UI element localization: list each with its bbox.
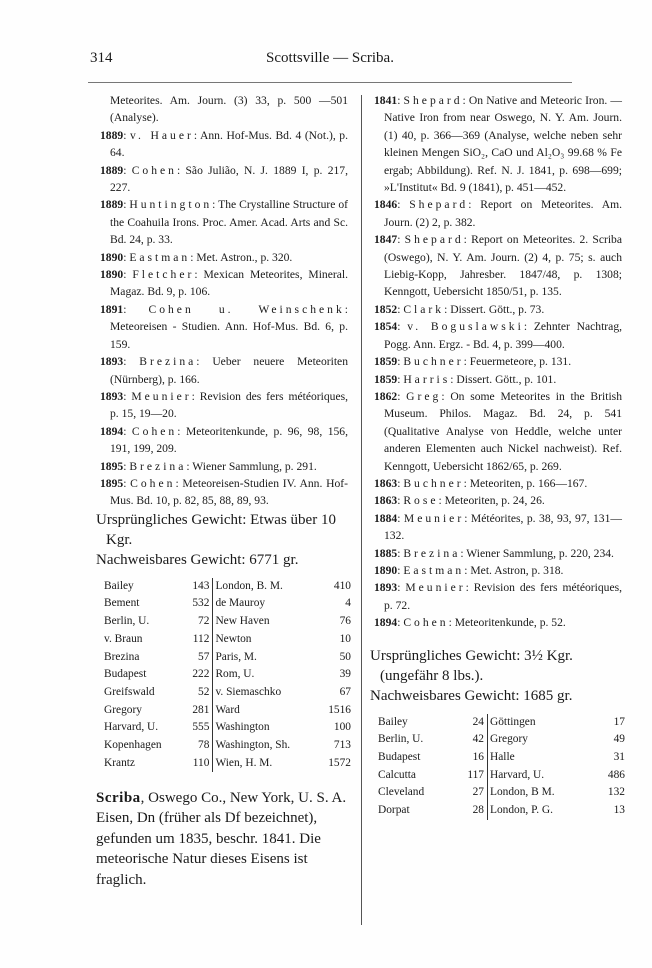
reference-author: Eastman <box>403 563 465 577</box>
left-column <box>96 92 351 890</box>
reference-text: On Native and Meteoric Iron. — Native Iron from near Oswego, N. Y. Am. Journ. (1) 40, p. 366—369 (Analyse, welche neben sehr kleinen Mengen SiO₂, CaO und Al₂O₃ 99.68 % Fe ergab; Abbildung). Ref. N. J. 1841, p. 698—699; »L'Institut« Bd. 9 (1841), p. 451—452. <box>384 94 623 195</box>
reference-author: v. Hauer <box>130 128 194 142</box>
reference-list <box>374 92 622 632</box>
reference-text: Ann. Hof-Mus. Bd. 4 (Not.), p. 64. <box>110 128 349 160</box>
reference-text: Report on Meteorites. Am. Journ. (2) 2, p. 382. <box>384 198 622 229</box>
reference-entry: 1885: Brezina: Wiener Sammlung, p. 220, 234. <box>374 546 614 560</box>
collection-name: Budapest <box>104 668 147 681</box>
locality-heading <box>96 788 348 808</box>
original-weight: Ursprüngliches Gewicht: Etwas über 10 Kgr. <box>96 511 336 548</box>
collection-weight: 100 <box>333 721 351 734</box>
table-row <box>102 631 354 649</box>
collection-weight: 713 <box>333 739 351 752</box>
collection-weight: 28 <box>453 802 487 820</box>
collection-weight: 110 <box>183 755 213 773</box>
reference-text: Met. Astron., p. 320. <box>196 250 293 264</box>
table-row <box>376 714 628 732</box>
collection-name: London, P. G. <box>490 804 553 817</box>
table-row <box>376 784 628 802</box>
reference-author: Brezina <box>403 546 461 560</box>
reference-text: On some Meteorites in the British Museum. Philos. Magaz. Bd. 24, p. 541 (Qualitative Analyse von Heddle, welche unter anderen Elementen auch Nickel nachweist). Ref. Kenngott, Uebersicht 1862/65, p. 269. <box>384 389 622 473</box>
page-header <box>90 50 570 70</box>
reference-year: 1895 <box>100 476 124 490</box>
description-text: Eisen, Dn (früher als Df bezeichnet), gefunden um 1835, beschr. 1841. Die meteorische Natur dieses Eisens ist fraglich. <box>96 810 321 888</box>
reference-text: São Julião, N. J. 1889 I, p. 217, 227. <box>110 163 348 195</box>
table-row <box>102 755 354 773</box>
right-column <box>370 92 625 820</box>
reference-entry: 1889: v. Hauer: Ann. Hof-Mus. Bd. 4 (Not.), p. 64. <box>100 128 349 160</box>
reference-text: Meteorites. Am. Journ. (3) 33, p. 500 —501 (Analyse). <box>110 94 348 125</box>
reference-year: 1885 <box>374 546 398 560</box>
verifiable-weight: Nachweisbares Gewicht: 6771 gr. <box>96 551 299 568</box>
reference-author: Cohen <box>131 163 177 177</box>
reference-year: 1893 <box>374 581 398 595</box>
collection-name: Ward <box>215 703 240 716</box>
collection-weight: 532 <box>183 595 213 613</box>
reference-year: 1893 <box>100 355 124 369</box>
table-row <box>376 749 628 767</box>
table-row <box>102 666 354 684</box>
collection-weight: 4 <box>345 597 351 610</box>
collection-weight: 16 <box>453 749 487 767</box>
collection-name: Bailey <box>104 579 134 592</box>
reference-author: v. Boguslawski <box>407 320 524 334</box>
reference-year: 1893 <box>100 389 124 403</box>
collection-name: Harvard, U. <box>490 768 545 781</box>
collection-weight: 410 <box>333 579 351 592</box>
reference-text: Wiener Sammlung, p. 220, 234. <box>466 546 614 560</box>
collection-weight: 486 <box>607 768 625 781</box>
table-row <box>376 731 628 749</box>
reference-text: Ueber neuere Meteoriten (Nürnberg), p. 166. <box>110 355 348 386</box>
collection-name: Berlin, U. <box>104 615 150 628</box>
reference-author: Buchner <box>403 476 464 490</box>
reference-text: Meteoritenkunde, p. 52. <box>454 616 566 630</box>
reference-year: 1863 <box>374 494 398 508</box>
reference-entry: 1895: Brezina: Wiener Sammlung, p. 291. <box>100 459 317 473</box>
reference-author: Huntington <box>129 198 213 212</box>
reference-entry: 1890: Eastman: Met. Astron, p. 318. <box>374 563 564 577</box>
reference-entry: 1893: Meunier: Revision des fers météoriques, p. 72. <box>374 581 623 612</box>
collection-name: Calcutta <box>378 768 416 781</box>
collection-name: Gregory <box>104 703 142 716</box>
page-number: 314 <box>90 50 113 66</box>
reference-author: Buchner <box>403 355 464 369</box>
reference-entry: 1889: Cohen: São Julião, N. J. 1889 I, p. 217, 227. <box>100 163 348 195</box>
reference-author: Brezina <box>129 459 187 473</box>
collection-weight: 1516 <box>328 703 351 716</box>
collection-name: v. Siemaschko <box>215 685 282 698</box>
collection-name: Paris, M. <box>215 650 257 663</box>
locality-name: Scriba <box>96 790 141 807</box>
running-title: Scottsville — Scriba. <box>266 50 394 66</box>
reference-author: Rose <box>403 494 439 508</box>
reference-entry: 1847: Shepard: Report on Meteorites. 2. Scriba (Oswego), N. Y. Am. Journ. (2) 4, p. 75; s. auch Liebig-Kopp, Jahresber. 1847/48, p. 1308; Kenngott, Uebersicht 1850/51, p. 135. <box>374 233 623 299</box>
collection-name: Bement <box>104 597 140 610</box>
reference-text: Revision des fers météoriques, p. 72. <box>384 581 623 612</box>
collection-name: Greifswald <box>104 685 155 698</box>
reference-year: 1884 <box>374 511 398 525</box>
locality-location: , Oswego Co., New York, U. S. A. <box>140 790 347 807</box>
reference-text: Meteoritenkunde, p. 96, 98, 156, 191, 199, 209. <box>110 424 349 456</box>
reference-author: Meunier <box>405 581 466 595</box>
reference-text: Meteoriten, p. 166—167. <box>469 476 588 490</box>
reference-entry: 1859: Harris: Dissert. Gött., p. 101. <box>374 372 557 386</box>
reference-entry: 1890: Eastman: Met. Astron., p. 320. <box>100 250 293 264</box>
collection-name: Budapest <box>378 751 421 763</box>
collection-name: v. Braun <box>104 632 143 645</box>
reference-year: 1889 <box>100 128 124 142</box>
collection-weight: 112 <box>183 631 213 649</box>
collection-name: Newton <box>215 632 252 645</box>
collection-weight: 52 <box>183 684 213 702</box>
reference-text: Revision des fers météoriques, p. 15, 19—20. <box>110 389 349 421</box>
reference-year: 1859 <box>374 372 398 386</box>
reference-entry: 1852: Clark: Dissert. Gött., p. 73. <box>374 302 545 316</box>
collection-name: London, B M. <box>490 786 555 799</box>
reference-author: Shepard <box>404 233 464 247</box>
header-rule <box>88 82 572 83</box>
reference-author: Eastman <box>129 250 191 264</box>
collection-weight: 76 <box>339 615 351 628</box>
collection-name: Gregory <box>490 733 528 746</box>
table-row <box>102 595 354 613</box>
reference-entry: 1854: v. Boguslawski: Zehnter Nachtrag, Pogg. Ann. Ergz. - Bd. 4, p. 399—400. <box>374 320 623 351</box>
reference-text: Dissert. Gött., p. 101. <box>456 372 557 386</box>
collection-weight: 78 <box>183 737 213 755</box>
reference-text: Wiener Sammlung, p. 291. <box>192 459 317 473</box>
reference-year: 1895 <box>100 459 124 473</box>
reference-entry: 1893: Brezina: Ueber neuere Meteoriten (Nürnberg), p. 166. <box>100 355 348 386</box>
reference-year: 1889 <box>100 163 124 177</box>
reference-entry: 1894: Cohen: Meteoritenkunde, p. 96, 98, 156, 191, 199, 209. <box>100 424 349 456</box>
reference-year: 1891 <box>100 302 124 316</box>
collection-weight: 143 <box>183 578 213 596</box>
reference-author: Cohen u. Weinschenk <box>148 302 345 316</box>
table-row <box>376 767 628 785</box>
reference-author: Shepard <box>403 94 463 107</box>
reference-text: Report on Meteorites. 2. Scriba (Oswego), N. Y. Am. Journ. (2) 4, p. 75; s. auch Liebig-Kopp, Jahresber. 1847/48, p. 1308; Kenngott, Uebersicht 1850/51, p. 135. <box>384 233 623 299</box>
reference-entry: 1894: Cohen: Meteoritenkunde, p. 52. <box>374 616 566 630</box>
reference-text: Met. Astron, p. 318. <box>470 563 564 577</box>
reference-year: 1890 <box>100 250 124 264</box>
collection-weight: 31 <box>613 751 625 763</box>
reference-entry: 1859: Buchner: Feuermeteore, p. 131. <box>374 355 572 369</box>
table-row <box>102 684 354 702</box>
collection-table <box>376 714 628 820</box>
table-row <box>102 649 354 667</box>
reference-author: Cohen <box>403 616 449 630</box>
reference-entry: 1863: Buchner: Meteoriten, p. 166—167. <box>374 476 588 490</box>
reference-entry: 1891: Cohen u. Weinschenk: Meteoreisen - Studien. Ann. Hof-Mus. Bd. 6, p. 159. <box>100 302 348 351</box>
collection-name: Harvard, U. <box>104 721 159 734</box>
table-row <box>102 613 354 631</box>
reference-author: Clark <box>403 302 445 316</box>
collection-name: Göttingen <box>490 715 536 728</box>
reference-year: 1890 <box>374 563 398 577</box>
reference-text: Feuermeteore, p. 131. <box>469 355 572 369</box>
reference-entry: 1862: Greg: On some Meteorites in the British Museum. Philos. Magaz. Bd. 24, p. 541 (Qualitative Analyse von Heddle, welche unter anderen Elementen auch Nickel nachweist). Ref. Kenngott, Uebersicht 1862/65, p. 269. <box>374 389 622 473</box>
reference-year: 1890 <box>100 268 124 282</box>
reference-year: 1847 <box>374 233 398 247</box>
reference-author: Meunier <box>131 389 192 403</box>
reference-author: Cohen <box>131 424 178 438</box>
reference-entry: 1841: Shepard: On Native and Meteoric Iron. — Native Iron from near Oswego, N. Y. Am. Journ. (1) 40, p. 366—369 (Analyse, welche neben sehr kleinen Mengen SiO₂, CaO und Al₂O₃ 99.68 % Fe ergab; Abbildung). Ref. N. J. 1841, p. 698—699; »L'Institut« Bd. 9 (1841), p. 451—452. <box>374 94 623 195</box>
table-row <box>376 802 628 820</box>
reference-text: Meteoreisen-Studien IV. Ann. Hof-Mus. Bd. 10, p. 82, 85, 88, 89, 93. <box>110 476 348 508</box>
reference-author: Meunier <box>403 511 465 525</box>
reference-year: 1894 <box>100 424 124 438</box>
collection-weight: 1572 <box>328 756 351 769</box>
collection-name: Bailey <box>378 715 408 728</box>
column-divider <box>361 95 362 925</box>
collection-weight: 222 <box>183 666 213 684</box>
reference-year: 1863 <box>374 476 398 490</box>
collection-name: London, B. M. <box>215 579 283 592</box>
collection-weight: 67 <box>339 685 351 698</box>
collection-name: Berlin, U. <box>378 733 424 746</box>
reference-entry: 1893: Meunier: Revision des fers météoriques, p. 15, 19—20. <box>100 389 349 421</box>
collection-weight: 13 <box>613 804 625 817</box>
reference-year: 1841 <box>374 94 398 107</box>
collection-weight: 117 <box>453 767 487 785</box>
collection-weight: 72 <box>183 613 213 631</box>
collection-name: Halle <box>490 751 515 763</box>
collection-name: Brezina <box>104 650 140 663</box>
reference-author: Greg <box>406 389 442 403</box>
reference-year: 1852 <box>374 302 398 316</box>
collection-table <box>102 578 354 773</box>
reference-entry: 1895: Cohen: Meteoreisen-Studien IV. Ann. Hof-Mus. Bd. 10, p. 82, 85, 88, 89, 93. <box>100 476 348 508</box>
collection-name: Kopenhagen <box>104 739 162 752</box>
collection-weight: 10 <box>339 632 351 645</box>
reference-author: Shepard <box>409 198 469 212</box>
table-row <box>102 702 354 720</box>
reference-text: Meteoriten, p. 24, 26. <box>444 494 545 508</box>
reference-year: 1859 <box>374 355 398 369</box>
collection-weight: 281 <box>183 702 213 720</box>
collection-weight: 42 <box>453 731 487 749</box>
verifiable-weight: Nachweisbares Gewicht: 1685 gr. <box>370 687 573 704</box>
collection-name: New Haven <box>215 615 270 628</box>
collection-weight: 50 <box>339 650 351 663</box>
reference-author: Cohen <box>130 476 176 490</box>
collection-name: Wien, H. M. <box>215 756 273 769</box>
collection-weight: 24 <box>453 714 487 732</box>
reference-year: 1862 <box>374 389 398 403</box>
reference-text: Dissert. Gött., p. 73. <box>450 302 545 316</box>
collection-name: Rom, U. <box>215 668 255 681</box>
reference-entry: 1846: Shepard: Report on Meteorites. Am. Journ. (2) 2, p. 382. <box>374 198 622 229</box>
reference-text: The Crystalline Structure of the Coahuila Irons. Proc. Amer. Acad. Arts and Sc. Bd. 24, p. 33. <box>110 198 348 247</box>
collection-name: Washington, Sh. <box>215 739 291 752</box>
collection-weight: 132 <box>607 786 625 799</box>
collection-weight: 39 <box>339 668 351 681</box>
reference-year: 1889 <box>100 198 124 212</box>
reference-entry: 1890: Fletcher: Mexican Meteorites, Mineral. Magaz. Bd. 9, p. 106. <box>100 268 348 299</box>
reference-entry <box>100 92 348 127</box>
collection-name: Washington <box>215 721 270 734</box>
collection-weight: 57 <box>183 649 213 667</box>
locality-description <box>96 808 348 890</box>
reference-text: Zehnter Nachtrag, Pogg. Ann. Ergz. - Bd. 4, p. 399—400. <box>384 320 623 351</box>
collection-weight: 49 <box>613 733 625 746</box>
reference-text: Météorites, p. 38, 93, 97, 131—132. <box>384 511 622 543</box>
collection-weight: 555 <box>183 719 213 737</box>
table-row <box>102 578 354 596</box>
table-row <box>102 737 354 755</box>
collection-name: Dorpat <box>378 804 410 817</box>
collection-weight: 17 <box>613 715 625 728</box>
reference-author: Fletcher <box>132 268 195 282</box>
original-weight: Ursprüngliches Gewicht: 3½ Kgr. (ungefähr 8 lbs.). <box>370 647 573 684</box>
reference-entry: 1884: Meunier: Météorites, p. 38, 93, 97, 131—132. <box>374 511 622 543</box>
collection-name: Krantz <box>104 756 135 769</box>
reference-author: Brezina <box>139 355 197 369</box>
collection-weight: 27 <box>453 784 487 802</box>
reference-entry: 1863: Rose: Meteoriten, p. 24, 26. <box>374 494 545 508</box>
reference-year: 1854 <box>374 320 398 334</box>
collection-name: de Mauroy <box>215 597 266 610</box>
reference-text: Mexican Meteorites, Mineral. Magaz. Bd. 9, p. 106. <box>110 268 348 299</box>
reference-year: 1846 <box>374 198 398 212</box>
reference-text: Meteoreisen - Studien. Ann. Hof-Mus. Bd. 6, p. 159. <box>110 320 348 351</box>
reference-entry: 1889: Huntington: The Crystalline Structure of the Coahuila Irons. Proc. Amer. Acad. Arts and Sc. Bd. 24, p. 33. <box>100 198 348 247</box>
reference-year: 1894 <box>374 616 398 630</box>
table-row <box>102 719 354 737</box>
reference-author: Harris <box>403 372 451 386</box>
collection-name: Cleveland <box>378 786 425 799</box>
